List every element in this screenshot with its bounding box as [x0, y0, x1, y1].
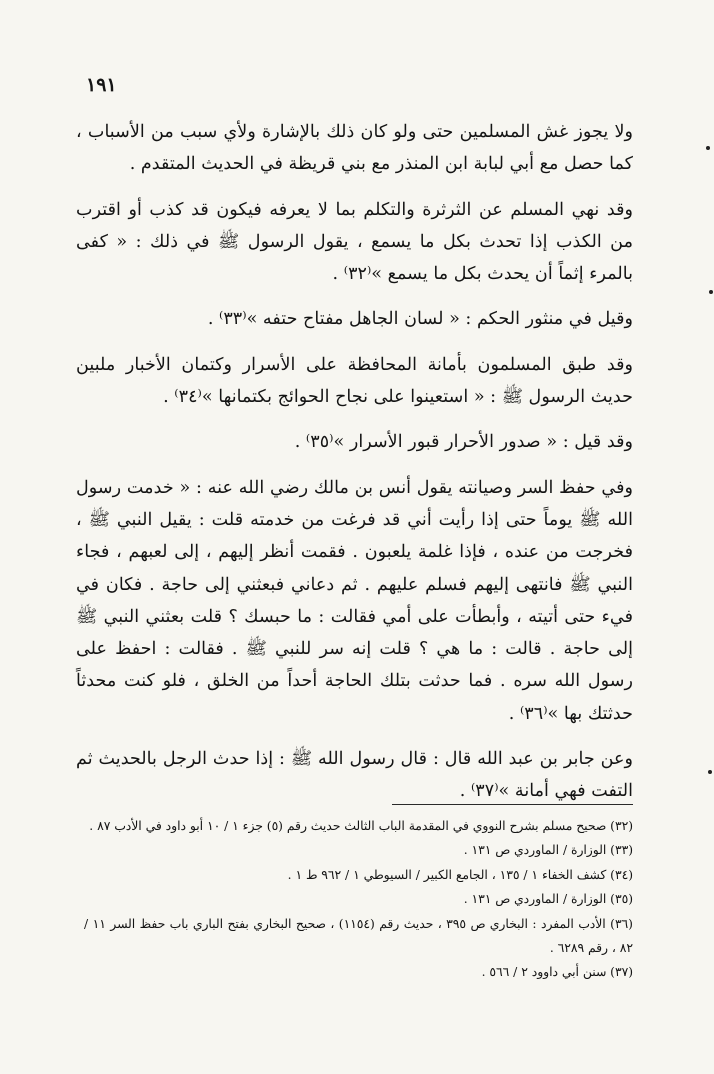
footnote-36: (٣٦) الأدب المفرد : البخاري ص ٣٩٥ ، حديث رقم (١١٥٤) ، صحيح البخاري بفتح الباري باب حفظ السر ١١ / ٨٢ ، رقم ٦٢٨٩ .	[84, 916, 633, 956]
margin-mark	[709, 290, 713, 294]
footnote-32: (٣٢) صحيح مسلم بشرح النووي في المقدمة الباب الثالث حديث رقم (٥) جزء ١ / ١٠ أبو داود في الأدب ٨٧ .	[89, 819, 633, 833]
margin-mark	[708, 770, 712, 774]
paragraph-3: وقيل في منثور الحكم : « لسان الجاهل مفتاح حتفه »⁽٣٣⁾ .	[207, 309, 633, 330]
footnote-37: (٣٧) سنن أبي داوود ٢ / ٥٦٦ .	[481, 965, 633, 980]
main-text	[76, 116, 633, 821]
footnote-34: (٣٤) كشف الخفاء ١ / ١٣٥ ، الجامع الكبير / السيوطي ١ / ٩٦٢ ط ١ .	[287, 867, 633, 882]
paragraph-6: وفي حفظ السر وصيانته يقول أنس بن مالك رضي الله عنه : « خدمت رسول الله ﷺ يوماً حتى إذا رأيت أني قد فرغت من خدمته قلت : يقيل النبي ﷺ ، فخرجت من عنده ، فإذا غلمة يلعبون . فقمت أنظر إليهم ، إلى لعبهم ، فجاء النبي ﷺ فانتهى إليهم فسلم عليهم . ثم دعاني فبعثني إلى حاجة . فكان في فيء حتى أتيته ، وأبطأت على أمي فقالت : ما حبسك ؟ قلت بعثني النبي ﷺ إلى حاجة . قالت : ما هي ؟ قلت إنه سر للنبي ﷺ . فقالت : احفظ على رسول الله سره . فما حدثت بتلك الحاجة أحداً من الخلق ، فلو كنت محدثاً حدثتك بها »⁽٣٦⁾ .	[76, 477, 633, 724]
page-number: ١٩١	[86, 74, 117, 96]
paragraph-5: وقد قيل : « صدور الأحرار قبور الأسرار »⁽٣٥⁾ .	[294, 432, 633, 453]
footnotes	[84, 814, 633, 985]
paragraph-4: وقد طبق المسلمون بأمانة المحافظة على الأسرار وكتمان الأخبار ملبين حديث الرسول ﷺ : « استعينوا على نجاح الحوائج بكتمانها »⁽٣٤⁾ .	[76, 354, 633, 408]
paragraph-2: وقد نهي المسلم عن الثرثرة والتكلم بما لا يعرفه فيكون قد كذب أو اقترب من الكذب إذا تحدث بكل ما يسمع ، يقول الرسول ﷺ في ذلك : « كفى بالمرء إثماً أن يحدث بكل ما يسمع »⁽٣٢⁾ .	[76, 199, 633, 285]
footnote-separator	[392, 804, 633, 805]
footnote-35: (٣٥) الوزارة / الماوردي ص ١٣١ .	[463, 892, 633, 907]
paragraph-1: ولا يجوز غش المسلمين حتى ولو كان ذلك بالإشارة ولأي سبب من الأسباب ، كما حصل مع أبي لبابة ابن المنذر مع بني قريظة في الحديث المتقدم .	[76, 122, 633, 175]
margin-mark	[706, 146, 710, 150]
paragraph-7: وعن جابر بن عبد الله قال : قال رسول الله ﷺ : إذا حدث الرجل بالحديث ثم التفت فهي أمانة »⁽٣٧⁾ .	[76, 749, 633, 802]
footnote-33: (٣٣) الوزارة / الماوردي ص ١٣١ .	[463, 843, 633, 858]
